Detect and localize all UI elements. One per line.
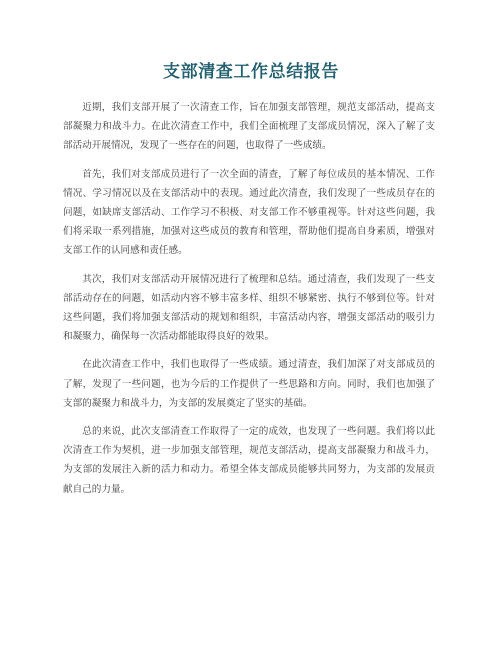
- paragraph-1: 近期，我们支部开展了一次清查工作，旨在加强支部管理，规范支部活动，提高支部凝聚力和战斗力。在此次清查工作中，我们全面梳理了支部成员情况，深入了解了支部活动开展情况，发现了一些存在的问题，也取得了一些成绩。: [63, 102, 435, 152]
- paragraph-2: 首先，我们对支部成员进行了一次全面的清查，了解了每位成员的基本情况、工作情况、学习情况以及在支部活动中的表现。通过此次清查，我们发现了一些成员存在的问题，如缺席支部活动、工作学习不积极、对支部工作不够重视等。针对这些问题，我们将采取一系列措施，加强对这些成员的教育和管理，帮助他们提高自身素质，增强对支部工作的认同感和责任感。: [63, 168, 435, 257]
- paragraph-4: 在此次清查工作中，我们也取得了一些成绩。通过清查，我们加深了对支部成员的了解，发现了一些问题，也为今后的工作提供了一些思路和方向。同时，我们也加强了支部的凝聚力和战斗力，为支部的发展奠定了坚实的基础。: [63, 359, 435, 409]
- document-body: [63, 98, 435, 508]
- document-title: 支部清查工作总结报告: [163, 62, 339, 82]
- paragraph-3: 其次，我们对支部活动开展情况进行了梳理和总结。通过清查，我们发现了一些支部活动存在的问题，如活动内容不够丰富多样、组织不够紧密、执行不够到位等。针对这些问题，我们将加强支部活动的规划和组织，丰富活动内容，增强支部活动的吸引力和凝聚力，确保每一次活动都能取得良好的效果。: [63, 273, 435, 343]
- paragraph-5: 总的来说，此次支部清查工作取得了一定的成效，也发现了一些问题。我们将以此次清查工作为契机，进一步加强支部管理，规范支部活动，提高支部凝聚力和战斗力，为支部的发展注入新的活力和动力。希望全体支部成员能够共同努力，为支部的发展贡献自己的力量。: [63, 426, 435, 495]
